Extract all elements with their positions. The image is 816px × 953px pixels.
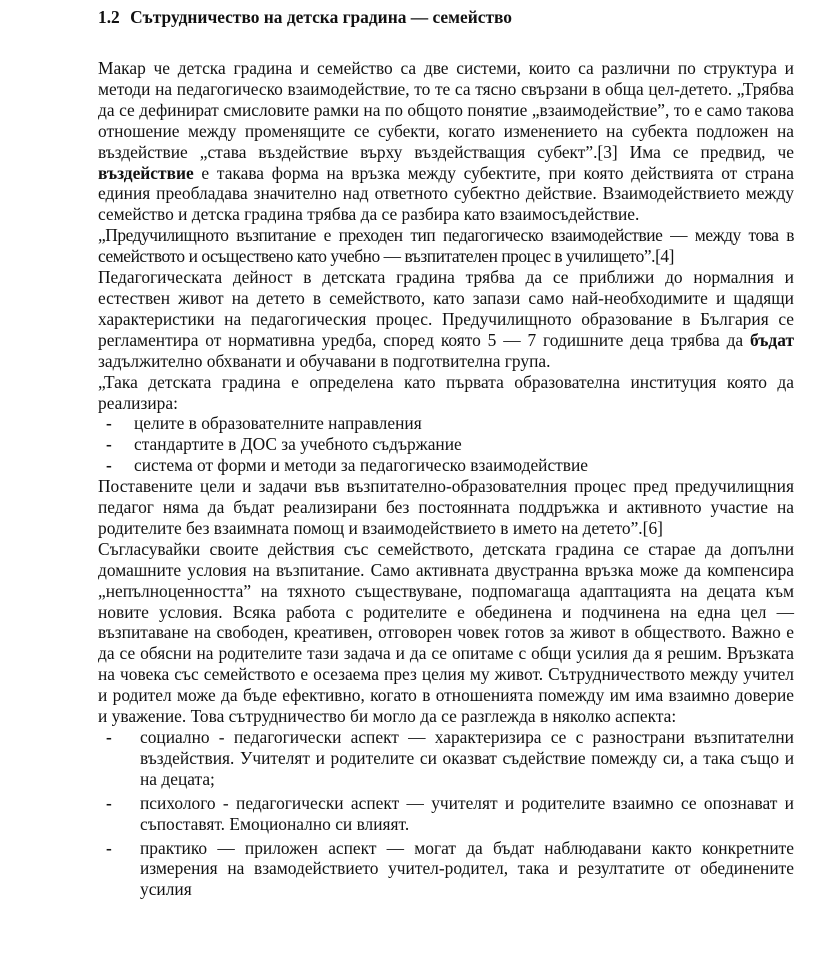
list-item-text: практико — приложен аспект — могат да бъдат наблюдавани както конкретните измерения на взамодействието учител-родител, така и резултатите от обединените усилия — [140, 837, 794, 900]
paragraph-quote-preschool: „Предучилищното възпитание е преходен тип педагогическо взаимодействие — между това в семейството и осъществено като учебно — възпитателен процес в училището”.[4] — [98, 225, 794, 267]
paragraph-coordination: Съгласувайки своите действия със семейството, детската градина се старае да допълни домашните условия на възпитание. Само активната двустранна връзка може да компенсира „непълноценността” на тяхното съществуване, подпомагаща адаптацията на децата към новите условия. Всяка работа с родителите е обединена и подчинена на една цел — възпитаване на свободен, креативен, отговорен човек готов за живот в обществото. Важно е да се обясни на родителите тази задача и да се опитаме с общи усилия да я решим. Връзката на човека със семейството е осезаема през целия му живот. Сътрудничеството между учител и родител може да бъде ефективно, когато в отношенията помежду им има взаимно доверие и уважение. Това сътрудничество би могло да се разглежда в няколко аспекта: — [98, 538, 794, 727]
bold-term: бъдат — [750, 329, 794, 350]
list-item — [98, 793, 794, 835]
list-item — [98, 413, 794, 434]
section-heading — [98, 6, 794, 28]
section-title: Сътрудничество на детска градина — семейство — [130, 7, 512, 27]
paragraph-goals-tasks: Поставените цели и задачи във възпитателно-образователния процес пред предучилищния педагог няма да бъдат реализирани без постоянната поддръжка и активното участие на родителите без взаимната помощ и взаимодействието в името на детето”.[6] — [98, 476, 794, 538]
list-item — [98, 455, 794, 476]
paragraph-intro — [98, 58, 794, 225]
text-run: Макар че детска градина и семейство са две системи, които са — [98, 58, 602, 78]
list-item — [98, 838, 794, 901]
list-item — [98, 434, 794, 455]
bullet-dash: - — [106, 727, 112, 747]
bold-term: въздействие — [98, 162, 194, 183]
bullet-dash: - — [106, 837, 112, 858]
bullet-dash: - — [106, 434, 112, 455]
text-run: Педагогическата дейност в детската градина трябва да се приближи до нормалния и естествен живот на детето в семейството, като запази само най-необходимите и щадящи характеристики на педагогическия процес. Предучилищното образование в България се регламентира от нормативна уредба, според която 5 — 7 годишните деца трябва да — [98, 267, 794, 350]
text-run: различни — [601, 58, 671, 78]
bullet-dash: - — [106, 792, 112, 813]
list-item-text: социално - педагогически аспект — характеризира се с разнострани възпитателни въздействия. Учителят и родителите си оказват съдействие помежду си, а така също и на децата; — [140, 727, 794, 789]
text-run: е такава форма на връзка между субектите, при която действията от страна единия преобладава значително над ответното субектно действие. Взаимодействието между семейство и детска градина трябва да се разбира като взаимосъдействие. — [98, 162, 794, 225]
list-item-text: целите в образователните направления — [134, 413, 422, 434]
list-item-text: система от форми и методи за педагогическо взаимодействие — [134, 455, 589, 476]
bullet-dash: - — [106, 455, 112, 476]
aspects-list — [98, 727, 794, 900]
paragraph-pedagogical-activity — [98, 267, 794, 372]
section-number: 1.2 — [98, 7, 120, 27]
text-run: по структура и методи на педагогическо взаимодействие, то те са тясно свързани в обща цел-детето. „Трябва да се дефинират смисловите рамки на по общото понятие „взаимодействие”, то е само такова отношение между променящите се субекти, когато изменението на субекта подложен на въздействие „става въздействие върху въздействащия субект”.[3] Има се предвид, че — [98, 58, 794, 162]
paragraph-institution: „Така детската градина е определена като първата образователна институция която да реализира: — [98, 371, 794, 413]
text-run: задължително обхванати и обучавани в подготвителна група. — [98, 350, 551, 371]
goals-list — [98, 413, 794, 476]
bullet-dash: - — [106, 413, 112, 434]
list-item-text: психолого - педагогически аспект — учителят и родителите взаимно се опознават и съпоставят. Емоционално си влияят. — [140, 792, 794, 834]
list-item-text: стандартите в ДОС за учебното съдържание — [134, 434, 462, 455]
list-item — [98, 727, 794, 790]
